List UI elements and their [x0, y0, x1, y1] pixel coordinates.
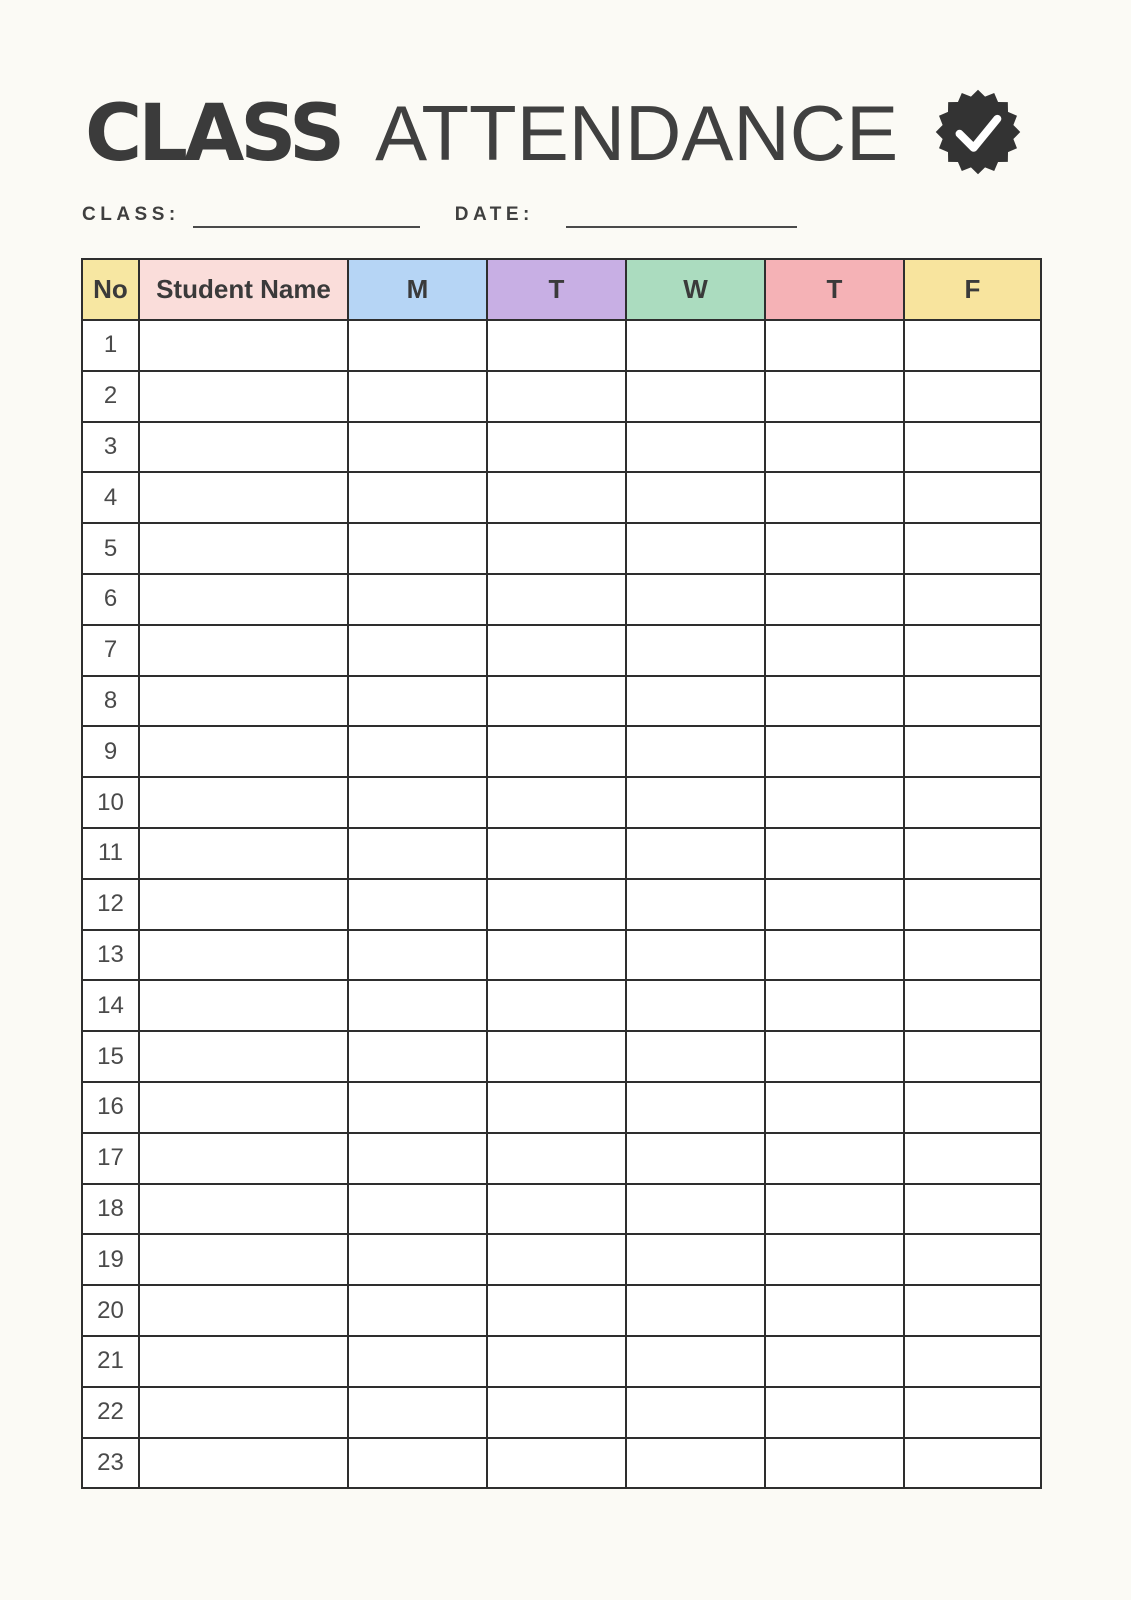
- cell-tue[interactable]: [487, 320, 626, 371]
- cell-thu[interactable]: [765, 1336, 904, 1387]
- row-number: 2: [82, 371, 139, 422]
- cell-fri[interactable]: [904, 1234, 1041, 1285]
- cell-fri[interactable]: [904, 777, 1041, 828]
- cell-student_name[interactable]: [139, 777, 348, 828]
- cell-tue[interactable]: [487, 676, 626, 727]
- cell-student_name[interactable]: [139, 422, 348, 473]
- cell-thu[interactable]: [765, 980, 904, 1031]
- cell-wed[interactable]: [626, 472, 765, 523]
- table-row: [82, 980, 1041, 1031]
- table-row: [82, 1184, 1041, 1235]
- cell-student_name[interactable]: [139, 930, 348, 981]
- cell-thu[interactable]: [765, 1387, 904, 1438]
- check-badge-icon: [934, 88, 1022, 176]
- row-number: 17: [82, 1133, 139, 1184]
- cell-fri[interactable]: [904, 320, 1041, 371]
- class-input-line[interactable]: [193, 204, 420, 228]
- cell-thu[interactable]: [765, 726, 904, 777]
- row-number: 22: [82, 1387, 139, 1438]
- cell-fri[interactable]: [904, 574, 1041, 625]
- header-row: [82, 259, 1041, 320]
- cell-mon[interactable]: [348, 1184, 487, 1235]
- cell-wed[interactable]: [626, 1438, 765, 1489]
- cell-mon[interactable]: [348, 930, 487, 981]
- cell-wed[interactable]: [626, 777, 765, 828]
- cell-tue[interactable]: [487, 371, 626, 422]
- table-row: [82, 879, 1041, 930]
- column-header-tue: T: [487, 259, 626, 320]
- cell-thu[interactable]: [765, 574, 904, 625]
- table-row: [82, 828, 1041, 879]
- column-header-no: No: [82, 259, 139, 320]
- cell-tue[interactable]: [487, 1234, 626, 1285]
- cell-wed[interactable]: [626, 676, 765, 727]
- cell-student_name[interactable]: [139, 879, 348, 930]
- cell-thu[interactable]: [765, 676, 904, 727]
- cell-tue[interactable]: [487, 980, 626, 1031]
- cell-student_name[interactable]: [139, 1336, 348, 1387]
- class-label: CLASS:: [82, 204, 180, 225]
- cell-student_name[interactable]: [139, 1031, 348, 1082]
- table-row: [82, 726, 1041, 777]
- cell-wed[interactable]: [626, 1184, 765, 1235]
- cell-mon[interactable]: [348, 422, 487, 473]
- attendance-table: [81, 258, 1042, 1489]
- cell-student_name[interactable]: [139, 574, 348, 625]
- cell-tue[interactable]: [487, 472, 626, 523]
- table-row: [82, 371, 1041, 422]
- row-number: 10: [82, 777, 139, 828]
- row-number: 6: [82, 574, 139, 625]
- cell-thu[interactable]: [765, 777, 904, 828]
- cell-wed[interactable]: [626, 625, 765, 676]
- cell-wed[interactable]: [626, 930, 765, 981]
- cell-student_name[interactable]: [139, 523, 348, 574]
- cell-fri[interactable]: [904, 1184, 1041, 1235]
- table-row: [82, 1234, 1041, 1285]
- row-number: 7: [82, 625, 139, 676]
- cell-fri[interactable]: [904, 1438, 1041, 1489]
- cell-tue[interactable]: [487, 574, 626, 625]
- cell-student_name[interactable]: [139, 1438, 348, 1489]
- row-number: 20: [82, 1285, 139, 1336]
- table-row: [82, 472, 1041, 523]
- cell-tue[interactable]: [487, 1031, 626, 1082]
- cell-student_name[interactable]: [139, 828, 348, 879]
- cell-mon[interactable]: [348, 828, 487, 879]
- cell-fri[interactable]: [904, 828, 1041, 879]
- cell-tue[interactable]: [487, 1438, 626, 1489]
- cell-mon[interactable]: [348, 523, 487, 574]
- cell-fri[interactable]: [904, 930, 1041, 981]
- cell-thu[interactable]: [765, 1133, 904, 1184]
- cell-student_name[interactable]: [139, 625, 348, 676]
- row-number: 15: [82, 1031, 139, 1082]
- cell-mon[interactable]: [348, 1285, 487, 1336]
- cell-student_name[interactable]: [139, 1082, 348, 1133]
- cell-wed[interactable]: [626, 879, 765, 930]
- cell-mon[interactable]: [348, 879, 487, 930]
- cell-thu[interactable]: [765, 930, 904, 981]
- cell-thu[interactable]: [765, 1184, 904, 1235]
- cell-thu[interactable]: [765, 1285, 904, 1336]
- cell-mon[interactable]: [348, 1387, 487, 1438]
- cell-tue[interactable]: [487, 1285, 626, 1336]
- cell-wed[interactable]: [626, 574, 765, 625]
- cell-student_name[interactable]: [139, 472, 348, 523]
- cell-mon[interactable]: [348, 676, 487, 727]
- cell-tue[interactable]: [487, 1184, 626, 1235]
- cell-wed[interactable]: [626, 1031, 765, 1082]
- cell-fri[interactable]: [904, 1285, 1041, 1336]
- table-row: [82, 1438, 1041, 1489]
- cell-mon[interactable]: [348, 320, 487, 371]
- table-body: [82, 320, 1041, 1488]
- table-row: [82, 1031, 1041, 1082]
- row-number: 21: [82, 1336, 139, 1387]
- cell-tue[interactable]: [487, 726, 626, 777]
- cell-fri[interactable]: [904, 1336, 1041, 1387]
- cell-thu[interactable]: [765, 625, 904, 676]
- cell-thu[interactable]: [765, 371, 904, 422]
- row-number: 18: [82, 1184, 139, 1235]
- table-row: [82, 625, 1041, 676]
- cell-fri[interactable]: [904, 371, 1041, 422]
- page-title-class: CLASS: [85, 89, 342, 179]
- table-row: [82, 574, 1041, 625]
- cell-fri[interactable]: [904, 472, 1041, 523]
- column-header-fri: F: [904, 259, 1041, 320]
- cell-tue[interactable]: [487, 777, 626, 828]
- cell-mon[interactable]: [348, 726, 487, 777]
- cell-student_name[interactable]: [139, 1184, 348, 1235]
- page-title-attendance: ATTENDANCE: [375, 89, 899, 177]
- cell-mon[interactable]: [348, 472, 487, 523]
- row-number: 11: [82, 828, 139, 879]
- row-number: 3: [82, 422, 139, 473]
- cell-wed[interactable]: [626, 726, 765, 777]
- cell-thu[interactable]: [765, 472, 904, 523]
- cell-mon[interactable]: [348, 371, 487, 422]
- cell-fri[interactable]: [904, 523, 1041, 574]
- page-header: [85, 89, 899, 179]
- cell-fri[interactable]: [904, 879, 1041, 930]
- cell-tue[interactable]: [487, 879, 626, 930]
- cell-wed[interactable]: [626, 1082, 765, 1133]
- table-row: [82, 422, 1041, 473]
- row-number: 1: [82, 320, 139, 371]
- cell-tue[interactable]: [487, 1336, 626, 1387]
- row-number: 5: [82, 523, 139, 574]
- table-row: [82, 1336, 1041, 1387]
- cell-tue[interactable]: [487, 828, 626, 879]
- cell-wed[interactable]: [626, 1336, 765, 1387]
- cell-mon[interactable]: [348, 625, 487, 676]
- table-row: [82, 777, 1041, 828]
- cell-thu[interactable]: [765, 422, 904, 473]
- cell-student_name[interactable]: [139, 980, 348, 1031]
- cell-mon[interactable]: [348, 1031, 487, 1082]
- cell-tue[interactable]: [487, 1387, 626, 1438]
- row-number: 4: [82, 472, 139, 523]
- cell-student_name[interactable]: [139, 320, 348, 371]
- cell-tue[interactable]: [487, 1133, 626, 1184]
- cell-wed[interactable]: [626, 1234, 765, 1285]
- table-row: [82, 676, 1041, 727]
- cell-thu[interactable]: [765, 828, 904, 879]
- cell-student_name[interactable]: [139, 1387, 348, 1438]
- cell-mon[interactable]: [348, 1082, 487, 1133]
- cell-student_name[interactable]: [139, 371, 348, 422]
- cell-fri[interactable]: [904, 625, 1041, 676]
- cell-wed[interactable]: [626, 1387, 765, 1438]
- cell-fri[interactable]: [904, 1387, 1041, 1438]
- column-header-mon: M: [348, 259, 487, 320]
- cell-tue[interactable]: [487, 422, 626, 473]
- cell-student_name[interactable]: [139, 1285, 348, 1336]
- cell-mon[interactable]: [348, 980, 487, 1031]
- cell-fri[interactable]: [904, 676, 1041, 727]
- cell-wed[interactable]: [626, 523, 765, 574]
- cell-tue[interactable]: [487, 523, 626, 574]
- cell-fri[interactable]: [904, 726, 1041, 777]
- cell-thu[interactable]: [765, 1082, 904, 1133]
- row-number: 13: [82, 930, 139, 981]
- table-row: [82, 1387, 1041, 1438]
- cell-tue[interactable]: [487, 1082, 626, 1133]
- cell-fri[interactable]: [904, 980, 1041, 1031]
- cell-thu[interactable]: [765, 523, 904, 574]
- cell-mon[interactable]: [348, 1133, 487, 1184]
- table-row: [82, 1082, 1041, 1133]
- cell-wed[interactable]: [626, 1285, 765, 1336]
- date-label: DATE:: [454, 204, 534, 225]
- cell-fri[interactable]: [904, 1082, 1041, 1133]
- row-number: 14: [82, 980, 139, 1031]
- table-row: [82, 1285, 1041, 1336]
- column-header-thu: T: [765, 259, 904, 320]
- cell-thu[interactable]: [765, 879, 904, 930]
- cell-student_name[interactable]: [139, 1234, 348, 1285]
- cell-mon[interactable]: [348, 574, 487, 625]
- cell-mon[interactable]: [348, 1336, 487, 1387]
- cell-thu[interactable]: [765, 1031, 904, 1082]
- table-row: [82, 523, 1041, 574]
- cell-wed[interactable]: [626, 320, 765, 371]
- row-number: 9: [82, 726, 139, 777]
- cell-wed[interactable]: [626, 1133, 765, 1184]
- cell-thu[interactable]: [765, 1234, 904, 1285]
- column-header-wed: W: [626, 259, 765, 320]
- table-row: [82, 1133, 1041, 1184]
- cell-mon[interactable]: [348, 1234, 487, 1285]
- cell-fri[interactable]: [904, 1133, 1041, 1184]
- cell-tue[interactable]: [487, 930, 626, 981]
- cell-thu[interactable]: [765, 1438, 904, 1489]
- row-number: 23: [82, 1438, 139, 1489]
- cell-fri[interactable]: [904, 422, 1041, 473]
- row-number: 19: [82, 1234, 139, 1285]
- row-number: 16: [82, 1082, 139, 1133]
- cell-mon[interactable]: [348, 777, 487, 828]
- cell-fri[interactable]: [904, 1031, 1041, 1082]
- cell-wed[interactable]: [626, 422, 765, 473]
- table-row: [82, 320, 1041, 371]
- cell-mon[interactable]: [348, 1438, 487, 1489]
- cell-wed[interactable]: [626, 371, 765, 422]
- cell-wed[interactable]: [626, 980, 765, 1031]
- cell-student_name[interactable]: [139, 676, 348, 727]
- cell-tue[interactable]: [487, 625, 626, 676]
- row-number: 12: [82, 879, 139, 930]
- class-date-row: [82, 200, 797, 228]
- cell-student_name[interactable]: [139, 1133, 348, 1184]
- cell-thu[interactable]: [765, 320, 904, 371]
- row-number: 8: [82, 676, 139, 727]
- cell-student_name[interactable]: [139, 726, 348, 777]
- cell-wed[interactable]: [626, 828, 765, 879]
- date-input-line[interactable]: [566, 204, 797, 228]
- table-row: [82, 930, 1041, 981]
- column-header-student_name: Student Name: [139, 259, 348, 320]
